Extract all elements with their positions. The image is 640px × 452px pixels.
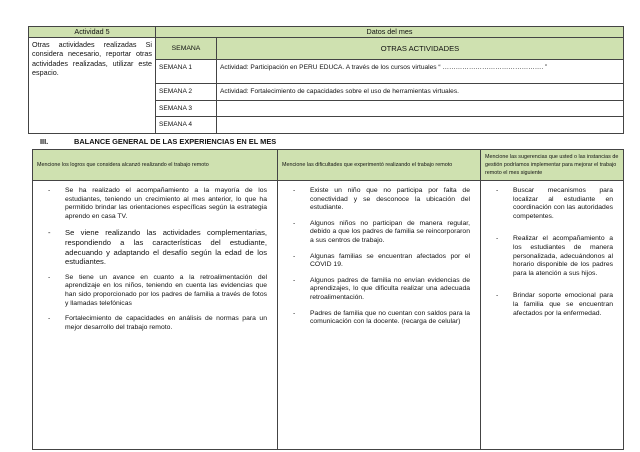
activity-cell[interactable]: Actividad: Participación en PERU EDUCA. A través de los cursos virtuales “ ………………………………………. ” (217, 60, 624, 84)
bullet-dash: - (293, 309, 296, 317)
bullet-dash: - (293, 219, 296, 227)
week-cell: SEMANA 4 (156, 117, 217, 134)
difficulties-list (288, 187, 470, 327)
difficulties-cell[interactable] (278, 181, 481, 450)
activity-table (28, 26, 624, 134)
activity-header: Actividad 5 (29, 27, 156, 38)
list-item (288, 277, 470, 303)
week-cell: SEMANA 1 (156, 60, 217, 84)
achievement-text: Se tiene un avance en cuanto a la retroalimentación del aprendizaje en los niños, teniendo en cuenta las evidencias que han sido proporcionado por los padres de familia a través de fotos y llamadas telefónicas (65, 273, 267, 307)
achievement-text: Se ha realizado el acompañamiento a la mayoría de los estudiantes, teniendo un crecimiento al mes anterior, lo que ha permitido brindar las orientaciones específicas según la estrategia aprendo en casa TV. (65, 187, 267, 220)
bullet-dash: - (496, 235, 499, 243)
bullet-dash: - (48, 315, 51, 323)
section-title: BALANCE GENERAL DE LAS EXPERIENCIAS EN EL MES (74, 137, 277, 146)
month-data-header: Datos del mes (156, 27, 624, 38)
list-item (288, 187, 470, 213)
list-item (288, 253, 470, 270)
list-item (288, 310, 470, 327)
suggestions-list (491, 187, 613, 318)
bullet-dash: - (496, 292, 499, 300)
bullet-dash: - (293, 252, 296, 260)
achievements-list (43, 187, 267, 332)
other-activities-description: Otras actividades realizadas Si considera necesario, reportar otras actividades realizadas, utilizar este espacio. (29, 37, 156, 133)
difficulties-header: Mencione las dificultades que experimentó realizando el trabajo remoto (278, 150, 481, 181)
list-item (491, 292, 613, 318)
list-item (288, 220, 470, 246)
week-cell: SEMANA 3 (156, 100, 217, 117)
achievement-text: Fortalecimiento de capacidades en análisis de normas para un mejor desarrollo del trabajo remoto. (65, 315, 267, 331)
bullet-dash: - (293, 276, 296, 284)
bullet-dash: - (48, 273, 51, 281)
suggestion-text: Buscar mecanismos para localizar al estudiante en coordinación con las autoridades competentes. (513, 187, 613, 220)
activity-cell[interactable]: Actividad: Fortalecimiento de capacidades sobre el uso de herramientas virtuales. (217, 84, 624, 101)
list-item (491, 187, 613, 221)
suggestion-text: Brindar soporte emocional para la familia que se encuentran afectados por la enfermedad. (513, 292, 613, 317)
achievements-header: Mencione los logros que considera alcanzó realizando el trabajo remoto (33, 150, 278, 181)
list-item (491, 235, 613, 278)
section-heading (40, 137, 276, 146)
difficulty-text: Algunas familias se encuentran afectados por el COVID 19. (310, 252, 470, 269)
bullet-dash: - (48, 187, 51, 194)
bullet-dash: - (293, 187, 296, 194)
section-number: III. (40, 137, 49, 146)
list-item (43, 228, 267, 266)
difficulty-text: Algunos niños no participan de manera regular, debido a que los padres de familia se reincorporaron a sus centros de trabajo. (310, 219, 470, 244)
bullet-dash: - (48, 228, 51, 238)
achievement-text: Se viene realizando las actividades complementarias, respondiendo a las características del estudiante, adecuando y adaptando el desafío según la edad de los estudiantes. (65, 228, 267, 267)
activity-cell[interactable] (217, 117, 624, 134)
list-item (43, 274, 267, 308)
week-column-header: SEMANA (156, 37, 217, 60)
difficulty-text: Existe un niño que no participa por falta de conectividad y se desconoce la ubicación del estudiante. (310, 187, 470, 212)
week-cell: SEMANA 2 (156, 84, 217, 101)
achievements-cell[interactable] (33, 181, 278, 450)
difficulty-text: Algunos padres de familia no envían evidencias de aprendizajes, lo que dificulta realizar una adecuada retroalimentación. (310, 276, 470, 301)
list-item (43, 315, 267, 332)
activity-cell[interactable] (217, 100, 624, 117)
list-item (43, 187, 267, 221)
other-activities-column-header: OTRAS ACTIVIDADES (217, 37, 624, 60)
suggestions-cell[interactable] (481, 181, 624, 450)
suggestions-header: Mencione las sugerencias que usted o las instancias de gestión podríamos implementar para mejorar el trabajo remoto el mes siguiente (481, 150, 624, 181)
bullet-dash: - (496, 187, 499, 194)
difficulty-text: Padres de familia que no cuentan con saldos para la comunicación con la docente. (recarga de celular) (310, 309, 470, 326)
suggestion-text: Realizar el acompañamiento a los estudiantes de manera personalizada, adecuándonos al horario disponible de los padres para la atención a sus hijos. (513, 235, 613, 277)
balance-table (32, 149, 624, 450)
